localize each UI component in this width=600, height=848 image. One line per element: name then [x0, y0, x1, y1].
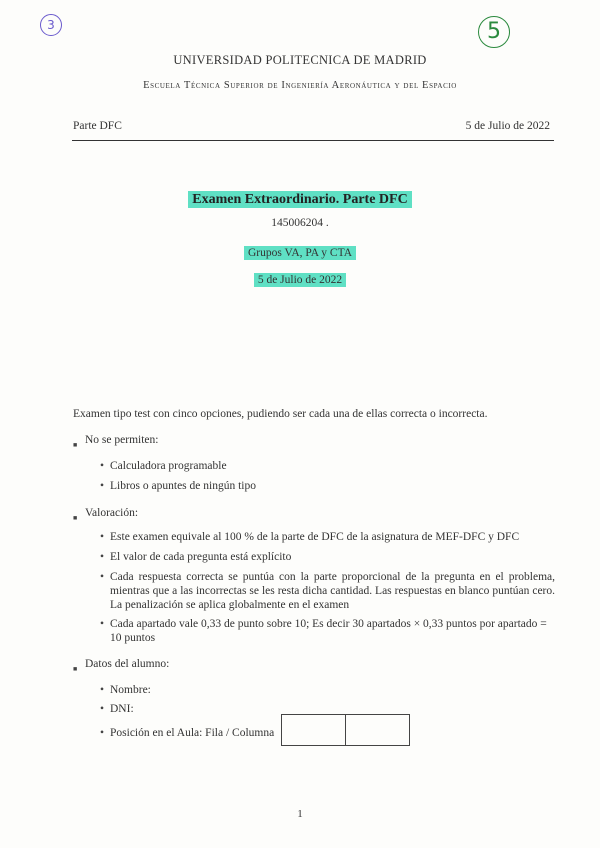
university-name: UNIVERSIDAD POLITECNICA DE MADRID: [173, 53, 427, 67]
column-input-box[interactable]: [345, 714, 410, 746]
exam-groups: Grupos VA, PA y CTA: [244, 246, 356, 260]
exam-title-row: [0, 190, 600, 208]
section-student-heading: ■ Datos del alumno:: [85, 657, 169, 671]
school-name: Escuela Técnica Superior de Ingeniería Aeronáutica y del Espacio: [143, 80, 457, 91]
header-rule: [72, 140, 554, 141]
not-allowed-item: • Libros o apuntes de ningún tipo: [110, 479, 256, 493]
grading-item: • El valor de cada pregunta está explícito: [110, 550, 550, 564]
section-grading-heading: ■ Valoración:: [85, 506, 138, 520]
not-allowed-item: • Calculadora programable: [110, 459, 227, 473]
handwritten-mark-right: 5: [478, 16, 510, 48]
section-not-allowed-heading: ■ No se permiten:: [85, 433, 158, 447]
intro-text: Examen tipo test con cinco opciones, pudiendo ser cada una de ellas correcta o incorrecta.: [73, 408, 488, 420]
exam-date-row: [0, 270, 600, 288]
page-number: 1: [297, 808, 303, 820]
header-left-label: Parte DFC: [73, 120, 122, 132]
groups-row: [0, 243, 600, 261]
exam-code: 145006204 .: [271, 217, 329, 229]
handwritten-mark-left: 3: [40, 14, 62, 36]
grading-item: • Este examen equivale al 100 % de la parte de DFC de la asignatura de MEF-DFC y DFC: [110, 530, 550, 544]
row-input-box[interactable]: [281, 714, 346, 746]
exam-date: 5 de Julio de 2022: [254, 273, 346, 287]
header-date: 5 de Julio de 2022: [465, 120, 550, 132]
student-position-label: • Posición en el Aula: Fila / Columna: [110, 726, 274, 740]
grading-item: • Cada respuesta correcta se puntúa con la parte proporcional de la pregunta en el problema, mientras que a las incorrectas se les resta dicha cantidad. Las respuestas en blanco puntúan cero. La penalización se aplica globalmente en el examen: [110, 570, 555, 612]
exam-title: Examen Extraordinario. Parte DFC: [188, 191, 411, 208]
grading-item: • Cada apartado vale 0,33 de punto sobre 10; Es decir 30 apartados × 0,33 puntos por apartado = 10 puntos: [110, 617, 555, 645]
student-dni-label: • DNI:: [110, 702, 134, 716]
student-name-label: • Nombre:: [110, 683, 151, 697]
